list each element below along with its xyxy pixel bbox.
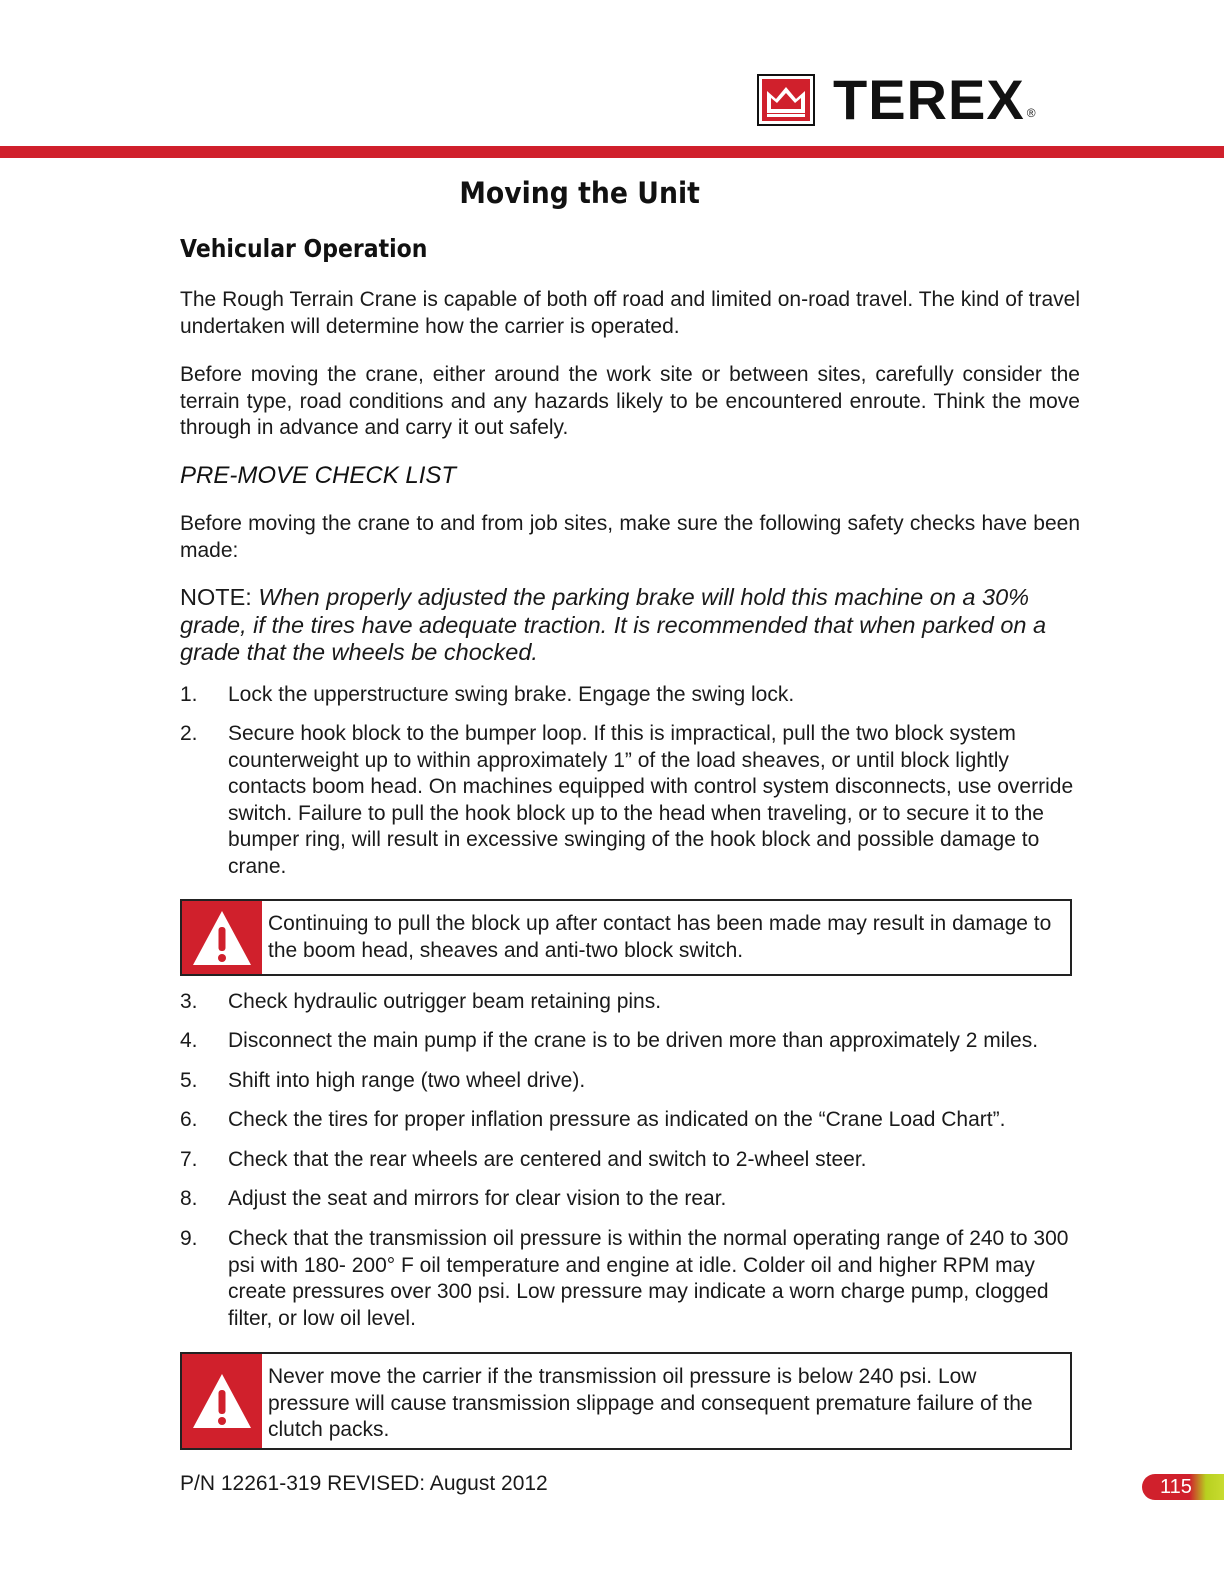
warning-icon bbox=[182, 1354, 262, 1448]
list-item bbox=[180, 682, 1080, 709]
list-item bbox=[180, 1028, 1080, 1055]
registered-mark: ® bbox=[1026, 106, 1036, 120]
item-number: 5. bbox=[180, 1069, 198, 1092]
item-text: Check that the rear wheels are centered and switch to 2-wheel steer. bbox=[228, 1148, 867, 1171]
item-number: 6. bbox=[180, 1108, 198, 1131]
list-item bbox=[180, 1186, 1080, 1213]
item-number: 7. bbox=[180, 1148, 198, 1171]
planning-paragraph: Before moving the crane, either around the work site or between sites, carefully consider the terrain type, road conditions and any hazards likely to be encountered enroute. Think the move through in advance and carry it out safely. bbox=[180, 363, 1080, 439]
list-item bbox=[180, 1226, 1080, 1332]
list-item bbox=[180, 721, 1080, 880]
warning-icon bbox=[182, 901, 262, 974]
note-label: NOTE: bbox=[180, 584, 252, 610]
brand-name: TEREX bbox=[833, 68, 1025, 131]
item-text: Secure hook block to the bumper loop. If this is impractical, pull the two block system counterweight up to within approximately 1” of the load sheaves, or until block lightly contacts boom head. On machines equipped with control system disconnects, use override switch. Failure to pull the hook block up to the head when traveling, or to secure it to the bumper ring, will result in excessive swinging of the hook block and possible damage to crane. bbox=[228, 722, 1074, 878]
page-title: Moving the Unit bbox=[459, 176, 700, 210]
item-text: Shift into high range (two wheel drive). bbox=[228, 1069, 586, 1092]
warning-text: Continuing to pull the block up after contact has been made may result in damage to the boom head, sheaves and anti-two block switch. bbox=[268, 912, 1052, 962]
list-item bbox=[180, 1147, 1080, 1174]
checklist-heading: PRE-MOVE CHECK LIST bbox=[180, 462, 457, 489]
item-text: Check hydraulic outrigger beam retaining pins. bbox=[228, 990, 662, 1013]
warning-text: Never move the carrier if the transmission oil pressure is below 240 psi. Low pressure will cause transmission slippage and consequent premature failure of the clutch packs. bbox=[268, 1365, 1033, 1441]
footer-part-number: P/N 12261-319 REVISED: August 2012 bbox=[180, 1472, 548, 1495]
item-number: 4. bbox=[180, 1029, 198, 1052]
intro-paragraph: The Rough Terrain Crane is capable of both off road and limited on-road travel. The kind of travel undertaken will determine how the carrier is operated. bbox=[180, 288, 1080, 338]
item-number: 1. bbox=[180, 683, 198, 706]
item-number: 3. bbox=[180, 990, 198, 1013]
item-number: 8. bbox=[180, 1187, 198, 1210]
list-item bbox=[180, 989, 1080, 1016]
list-item bbox=[180, 1068, 1080, 1095]
item-text: Disconnect the main pump if the crane is to be driven more than approximately 2 miles. bbox=[228, 1029, 1039, 1052]
section-heading: Vehicular Operation bbox=[180, 234, 428, 263]
item-text: Lock the upperstructure swing brake. Engage the swing lock. bbox=[228, 683, 795, 706]
item-text: Check that the transmission oil pressure is within the normal operating range of 240 to 300 psi with 180- 200° F oil temperature and engine at idle. Colder oil and higher RPM may create pressures over 300 psi. Low pressure may indicate a worn charge pump, clogged filter, or low oil level. bbox=[228, 1227, 1069, 1330]
terex-logo bbox=[757, 68, 1036, 131]
list-item bbox=[180, 1107, 1080, 1134]
item-text: Adjust the seat and mirrors for clear vision to the rear. bbox=[228, 1187, 727, 1210]
item-number: 2. bbox=[180, 722, 198, 745]
terex-crown-icon bbox=[757, 74, 815, 126]
warning-box bbox=[180, 1352, 1072, 1450]
header-rule bbox=[0, 146, 1224, 158]
note-block bbox=[180, 584, 1080, 667]
note-text: When properly adjusted the parking brake will hold this machine on a 30% grade, if the tires have adequate traction. It is recommended that when parked on a grade that the wheels be chocked. bbox=[180, 584, 1047, 665]
warning-box bbox=[180, 899, 1072, 976]
checklist-intro: Before moving the crane to and from job sites, make sure the following safety checks have been made: bbox=[180, 512, 1080, 562]
item-number: 9. bbox=[180, 1227, 198, 1250]
page-number-badge: 115 bbox=[1142, 1474, 1224, 1500]
item-text: Check the tires for proper inflation pressure as indicated on the “Crane Load Chart”. bbox=[228, 1108, 1006, 1131]
